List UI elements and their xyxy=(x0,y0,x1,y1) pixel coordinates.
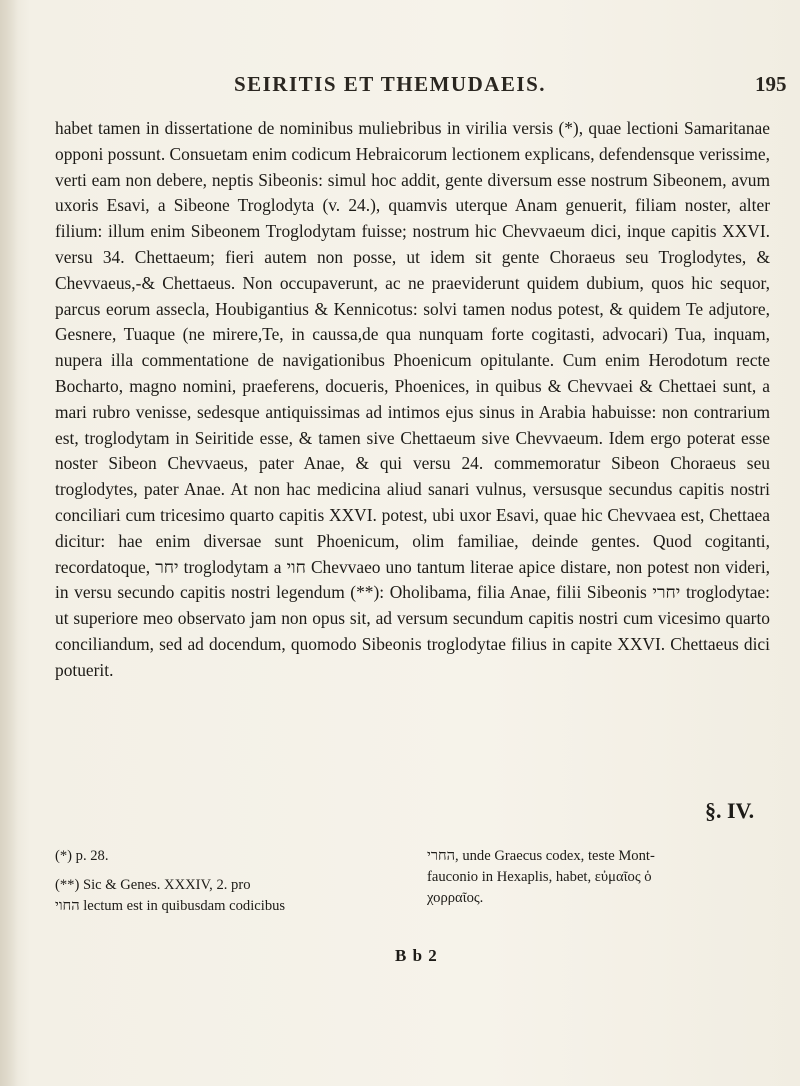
running-head: SEIRITIS ET THEMUDAEIS. xyxy=(233,72,547,96)
footnotes-left-column xyxy=(55,846,395,917)
gutter-shadow xyxy=(0,0,18,1086)
section-mark: §. IV. xyxy=(705,798,755,823)
footnotes-right-column xyxy=(427,846,767,909)
main-paragraph: habet tamen in dissertatione de nominibus muliebribus in virilia versis (*), quae lectioni Samaritanae opponi possunt. Consuetam enim codicum Hebraicorum lectionem explicans, defendensque verissime, verti eam non debere, neptis Sibeonis: simul hoc addit, gente diversum esse nostrum Sibeonem, avum uxoris Esavi, a Sibeone Troglodyta (v. 24.), quamvis uterque Anam genuerit, filiam noster, alter filium: illum enim Sibeonem Troglodytam fuisse; nostrum hic Chevvaeum dici, inque capitis XXVI. versu 34. Chettaeum; fieri autem non posse, ut idem sit gente Choraeus seu Troglodytes, & Chevvaeus,-& Chettaeus. Non occupaverunt, ac ne praeviderunt quidem dubium, quos hic sequor, parcus eorum assecla, Houbigantius & Kennicotus: solvi tamen nodus potest, & quidem Te adjutore, Gesnere, Tuaque (ne mirere,Te, in caussa,de qua nunquam forte cogitasti, advocari) Tua, inquam, nupera illa commentatione de navigationibus Phoenicum opitulante. Cum enim Herodotum recte Bocharto, magno nomini, praeferens, docueris, Phoenices, in quibus & Chevvaei & Chettaei sunt, a mari rubro venisse, sedesque antiquissimas ad intimos ejus sinus in Arabia habuisse: non contrarium est, troglodytam in Seiritide esse, & tamen sive Chettaeum sive Chevvaeum. Idem ergo poterat esse noster Sibeon Chevvaeus, pater Anae, & qui versu 24. commemoratur Sibeon Choraeus seu troglodytes, pater Anae. At non hac medicina aliud sanari vulnus, versusque secundus capitis nostri conciliari cum tricesimo quarto capitis XXVI. potest, ubi uxor Esavi, quae hic Chevvaea est, Chettaea dicitur: hae enim diversae sunt Phoenicum, olim familiae, deinde gentes. Quod cogitanti, recordatoque, יחר troglodytam a חוי Chevvaeo uno tantum literae apice distare, non potest non videri, in versu secundo capitis nostri legendum (**): Oholibama, filia Anae, filii Sibeonis יחרי troglodytae: ut superiore meo observato jam non opus sit, ad versum secundum capitis nostri cum vicesimo quarto conciliandum, sed ad docendum, quomodo Sibeonis troglodytae filius in capite XXVI. Chettaeus dici potuerit. xyxy=(55,118,770,680)
page-number: 195 xyxy=(755,72,787,96)
footnote-line: fauconio in Hexaplis, habet, εὐμαῖος ὁ xyxy=(427,869,652,885)
footnote-line: (*) p. 28. xyxy=(55,848,109,864)
main-text xyxy=(55,116,770,684)
footnote-line: החוי lectum est in quibusdam codicibus xyxy=(55,898,286,914)
footnote-line: (**) Sic & Genes. XXXIV, 2. pro xyxy=(55,877,251,893)
footnote-line: החרי, unde Graecus codex, teste Mont- xyxy=(427,848,655,864)
footnote-line: χορραῖος. xyxy=(427,890,484,906)
signature-mark: B b 2 xyxy=(395,946,438,965)
